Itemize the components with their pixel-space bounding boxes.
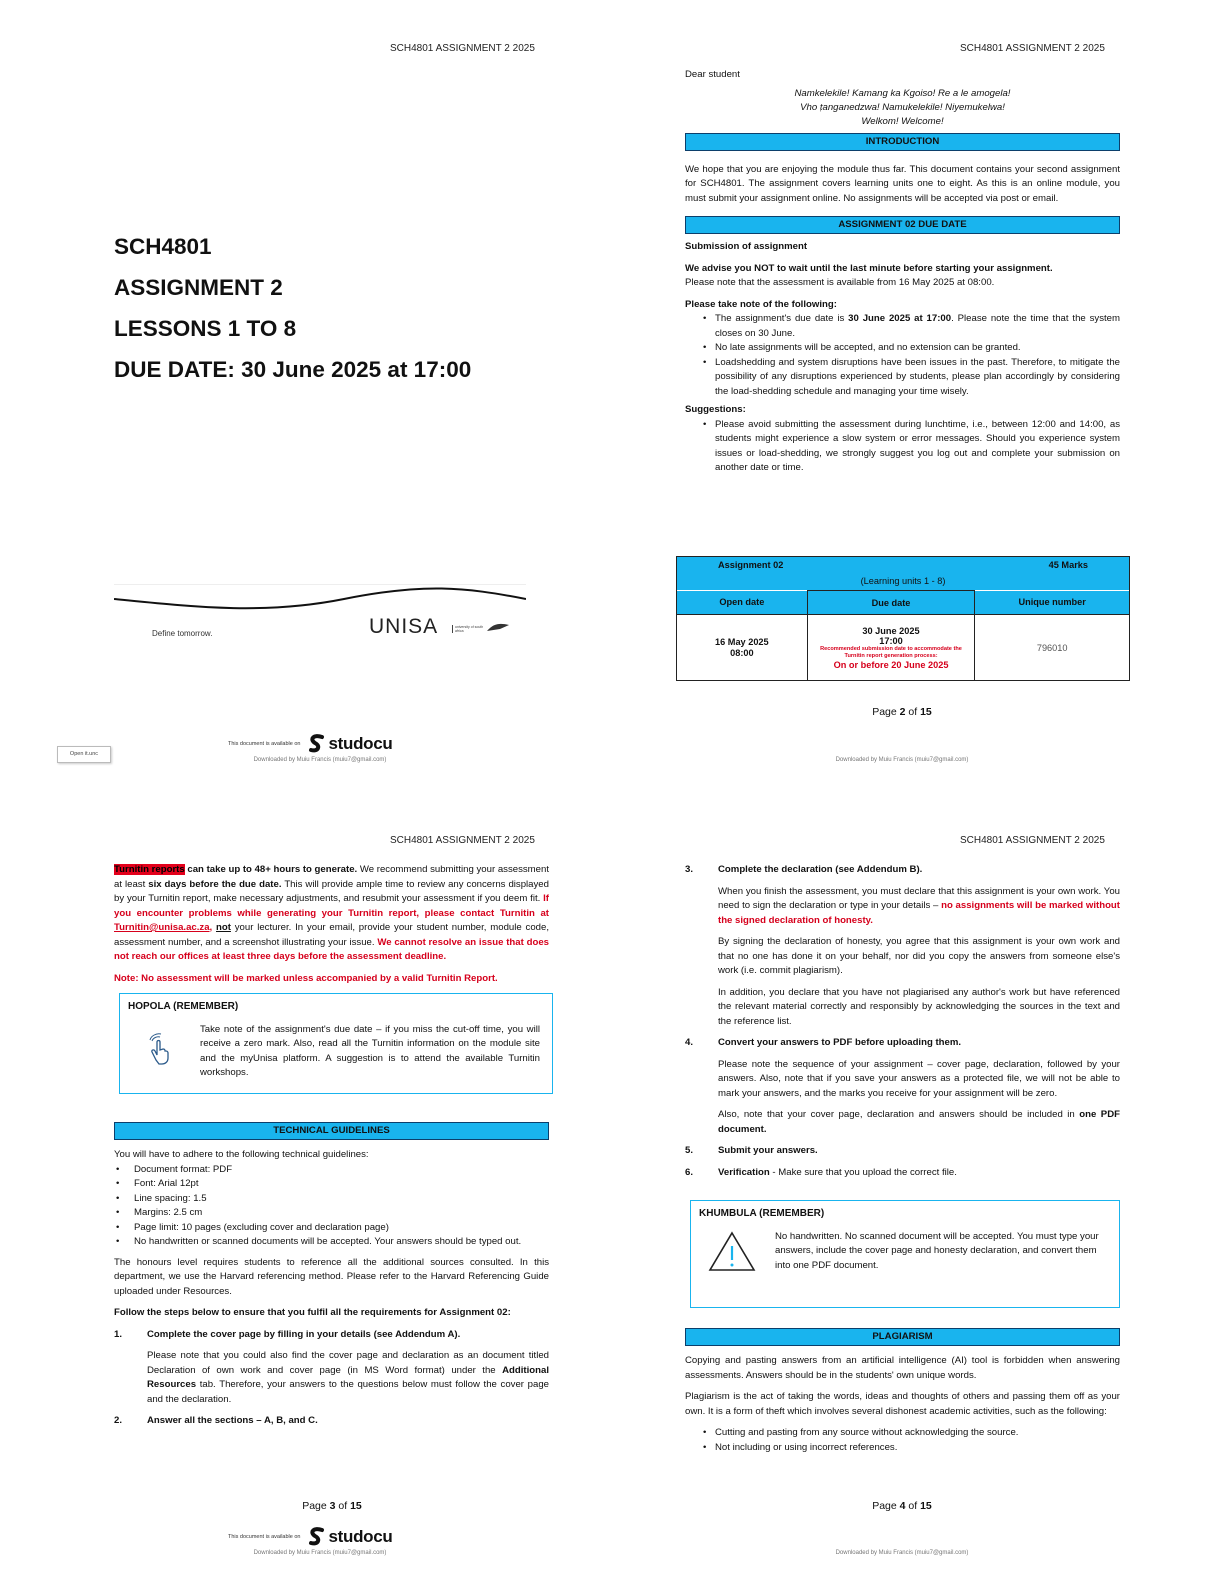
unisa-wave-graphic	[114, 585, 526, 625]
studocu-available-text: This document is available on	[228, 741, 301, 747]
step-3-detail: When you finish the assessment, you must declare that this assignment is your own work. You need to sign the declaration or type in your details – no assignments will be marked without the signed declaration of honesty.	[718, 885, 1120, 926]
studocu-logo: studocu	[328, 734, 393, 753]
welcome-block	[685, 87, 1120, 129]
downloaded-by: Downloaded by Muiu Francis (muiu7@gmail.com)	[835, 757, 969, 763]
follow-steps: Follow the steps below to ensure that you fulfil all the requirements for Assignment 02:	[114, 1307, 511, 1318]
step-4-detail: Please note the sequence of your assignment – cover page, declaration, followed by your answers. Also, note that if you save your answers as a protected file, we will not be able to mark your answers, and the marks you receive for your assignment will be zero.	[718, 1058, 1120, 1099]
studocu-banner	[228, 1527, 392, 1547]
unisa-bird-icon	[486, 621, 510, 635]
unique-number-cell: 796010	[975, 615, 1130, 681]
greeting: Dear student	[685, 69, 740, 80]
suggestions-list	[685, 418, 1120, 476]
hopola-box	[119, 993, 553, 1094]
advise-text: We advise you NOT to wait until the last minute before starting your assignment.	[685, 262, 1053, 274]
cover-page	[0, 0, 612, 792]
step-3-detail: By signing the declaration of honesty, you agree that this assignment is your own work and that no one has done it on your behalf, nor did you copy the answers from someone else's work (i.e. commit plagiarism).	[718, 936, 1120, 976]
cover-assignment: ASSIGNMENT 2	[114, 275, 283, 300]
note-list	[685, 312, 1120, 399]
unisa-subtitle: university of south africa	[452, 625, 490, 633]
plagiarism-heading: PLAGIARISM	[685, 1328, 1120, 1346]
tech-list	[114, 1163, 549, 1250]
list-item: • The assignment's due date is 30 June 2025 at 17:00. Please note the time that the system closes on 30 June.	[685, 312, 1120, 341]
turnitin-paragraph: Turnitin reports can take up to 48+ hours to generate. We recommend submitting your assessment at least six days before the due date. This will provide ample time to review any concerns displayed by your Turnitin report, make necessary adjustments, and resubmit your assessment if you deem fit. If you encounter problems while generating your Turnitin report, please contact Turnitin at Turnitin@unisa.ac.za, not your lecturer. In your email, provide your student number, module code, assessment number, and a screenshot illustrating your issue. We cannot resolve an issue that does not reach our offices at least three days before the assessment deadline.	[114, 864, 550, 962]
note-label: Please take note of the following:	[685, 298, 837, 310]
studocu-available-text: This document is available on	[228, 1534, 301, 1540]
downloaded-by: Downloaded by Muiu Francis (muiu7@gmail.com)	[253, 757, 387, 763]
technical-heading: TECHNICAL GUIDELINES	[114, 1122, 549, 1140]
list-item: • No handwritten or scanned documents will be accepted. Your answers should be typed out.	[114, 1235, 549, 1250]
hand-pointer-icon	[128, 1032, 188, 1072]
table-header-cell	[677, 557, 1130, 591]
step-3-detail: In addition, you declare that you have not plagiarised any author's work but have referenced the relevant material correctly and responsibly by acknowledging the sources in the text and the reference list.	[718, 986, 1120, 1027]
unisa-tagline: Define tomorrow.	[152, 629, 213, 638]
plagiarism-list	[685, 1426, 1120, 1455]
list-item: • Line spacing: 1.5	[114, 1192, 549, 1207]
khumbula-text: No handwritten. No scanned document will be accepted. You must type your answers, include the cover page and honesty declaration, and convert them into one PDF document.	[775, 1230, 1099, 1271]
downloaded-by: Downloaded by Muiu Francis (muiu7@gmail.com)	[253, 1550, 387, 1556]
page-header: SCH4801 ASSIGNMENT 2 2025	[390, 43, 535, 54]
turnitin-highlight: Turnitin reports	[114, 864, 185, 875]
list-item: • Document format: PDF	[114, 1163, 549, 1178]
table-assignment: Assignment 02	[718, 560, 784, 570]
list-item: • Font: Arial 12pt	[114, 1177, 549, 1192]
step-5: 5. Submit your answers.	[685, 1145, 818, 1156]
welcome-line: Vho ṭanganedzwa! Namukelekile! Niyemukelwa!	[800, 101, 1005, 113]
intro-paragraph: We hope that you are enjoying the module thus far. This document contains your second assignment for SCH4801. The assignment covers learning units one to eight. As this is an online module, you must submit your assignment online. No assignments will be accepted via post or email.	[685, 163, 1120, 204]
step-4-detail: Also, note that your cover page, declaration and answers should be included in one PDF document.	[718, 1109, 1120, 1135]
list-item: • No late assignments will be accepted, and no extension can be granted.	[685, 341, 1120, 356]
step-2: 2. Answer all the sections – A, B, and C.	[114, 1415, 318, 1426]
plagiarism-paragraph: Plagiarism is the act of taking the words, ideas and thoughts of others and passing them off as your own. It is a form of theft which involves several dishonest academic activities, such as the following:	[685, 1391, 1120, 1417]
page-3	[0, 792, 612, 1584]
step-4: 4. Convert your answers to PDF before uploading them.	[685, 1037, 962, 1048]
page-4	[612, 792, 1224, 1584]
step-1: 1. Complete the cover page by filling in your details (see Addendum A).	[114, 1328, 461, 1340]
studocu-banner	[228, 734, 392, 754]
step-1-detail: Please note that you could also find the cover page and declaration as an document titled Declaration of own work and cover page (in MS Word format) under the Additional Resources tab. Therefore, your answers to the questions below must follow the cover page and the declaration.	[147, 1350, 549, 1405]
introduction-heading: INTRODUCTION	[685, 133, 1120, 151]
page-number: Page 3 of 15	[302, 1500, 362, 1512]
khumbula-box	[690, 1200, 1120, 1308]
studocu-logo: studocu	[328, 1527, 393, 1546]
table-learning-units: (Learning units 1 - 8)	[860, 576, 946, 586]
page-number: Page 2 of 15	[872, 706, 932, 718]
studocu-logo-icon	[308, 734, 326, 754]
tech-intro: You will have to adhere to the following technical guidelines:	[114, 1149, 369, 1160]
list-item: • Page limit: 10 pages (excluding cover and declaration page)	[114, 1221, 549, 1236]
khumbula-title: KHUMBULA (REMEMBER)	[699, 1208, 825, 1219]
table-marks: 45 Marks	[1048, 560, 1088, 570]
page-header: SCH4801 ASSIGNMENT 2 2025	[960, 43, 1105, 54]
honours-paragraph: The honours level requires students to reference all the additional sources consulted. In this department, we use the Harvard referencing method. Please refer to the Harvard Referencing Guide uploaded under Resources.	[114, 1256, 549, 1297]
unisa-banner	[114, 584, 526, 644]
studocu-logo-icon	[308, 1527, 326, 1547]
suggestions-label: Suggestions:	[685, 404, 746, 415]
list-item: • Loadshedding and system disruptions have been issues in the past. Therefore, to mitigate the possibility of any disruptions experienced by students, please plan accordingly by considering the load-shedding schedule and managing your time wisely.	[685, 356, 1120, 400]
cover-due-date: DUE DATE: 30 June 2025 at 17:00	[114, 357, 472, 382]
step-6: 6. Verification - Make sure that you upload the correct file.	[685, 1166, 957, 1178]
cover-lessons: LESSONS 1 TO 8	[114, 316, 297, 341]
list-item: • Cutting and pasting from any source without acknowledging the source.	[685, 1426, 1120, 1441]
welcome-line: Namkelekile! Kamang ka Kgoiso! Re a le amogela!	[794, 87, 1011, 99]
hopola-title: HOPOLA (REMEMBER)	[128, 1001, 239, 1012]
due-date-heading: ASSIGNMENT 02 DUE DATE	[685, 216, 1120, 234]
list-item: • Please avoid submitting the assessment during lunchtime, i.e., between 12:00 and 14:00, as students might experience a slow system or error messages. Should you experience system issues or load-shedding, we strongly suggest you log out and complete your submission on another date or time.	[685, 418, 1120, 476]
downloaded-by: Downloaded by Muiu Francis (muiu7@gmail.com)	[835, 1550, 969, 1556]
submission-label: Submission of assignment	[685, 241, 808, 252]
plagiarism-paragraph: Copying and pasting answers from an artificial intelligence (AI) tool is forbidden when answering assessments. Answers should be in the students' own unique words.	[685, 1355, 1120, 1381]
turnitin-email-link[interactable]: Turnitin@unisa.ac.za	[114, 922, 210, 933]
col-open-date: Open date	[677, 591, 808, 615]
cover-module-code: SCH4801	[114, 234, 212, 259]
hopola-text: Take note of the assignment's due date – if you miss the cut-off time, you will receive a zero mark. Also, read all the Turnitin information on the module site and the myUnisa platform. A suggestion is to attend the available Turnitin workshops.	[200, 1023, 540, 1078]
due-date-cell: 30 June 2025 17:00 Recommended submission date to accommodate the Turnitin report generation process: On or before 20 June 2025	[807, 615, 975, 681]
warning-icon	[699, 1230, 765, 1274]
page-2	[612, 0, 1224, 792]
page-header: SCH4801 ASSIGNMENT 2 2025	[390, 835, 535, 846]
available-text: Please note that the assessment is available from 16 May 2025 at 08:00.	[685, 277, 995, 288]
col-due-date: Due date	[807, 591, 975, 615]
open-date-cell: 16 May 2025 08:00	[677, 615, 808, 681]
turnitin-note: Note: No assessment will be marked unless accompanied by a valid Turnitin Report.	[114, 972, 498, 984]
step-3: 3. Complete the declaration (see Addendum B).	[685, 864, 923, 875]
welcome-line: Welkom! Welcome!	[861, 115, 944, 127]
list-item: • Not including or using incorrect references.	[685, 1441, 1120, 1456]
unisa-wordmark: UNISA	[369, 615, 439, 638]
page-number: Page 4 of 15	[872, 1500, 932, 1512]
schedule-table	[676, 556, 1130, 681]
page-header: SCH4801 ASSIGNMENT 2 2025	[960, 835, 1105, 846]
col-unique-number: Unique number	[975, 591, 1130, 615]
list-item: • Margins: 2.5 cm	[114, 1206, 549, 1221]
open-button[interactable]: Open it.unc	[57, 746, 111, 763]
